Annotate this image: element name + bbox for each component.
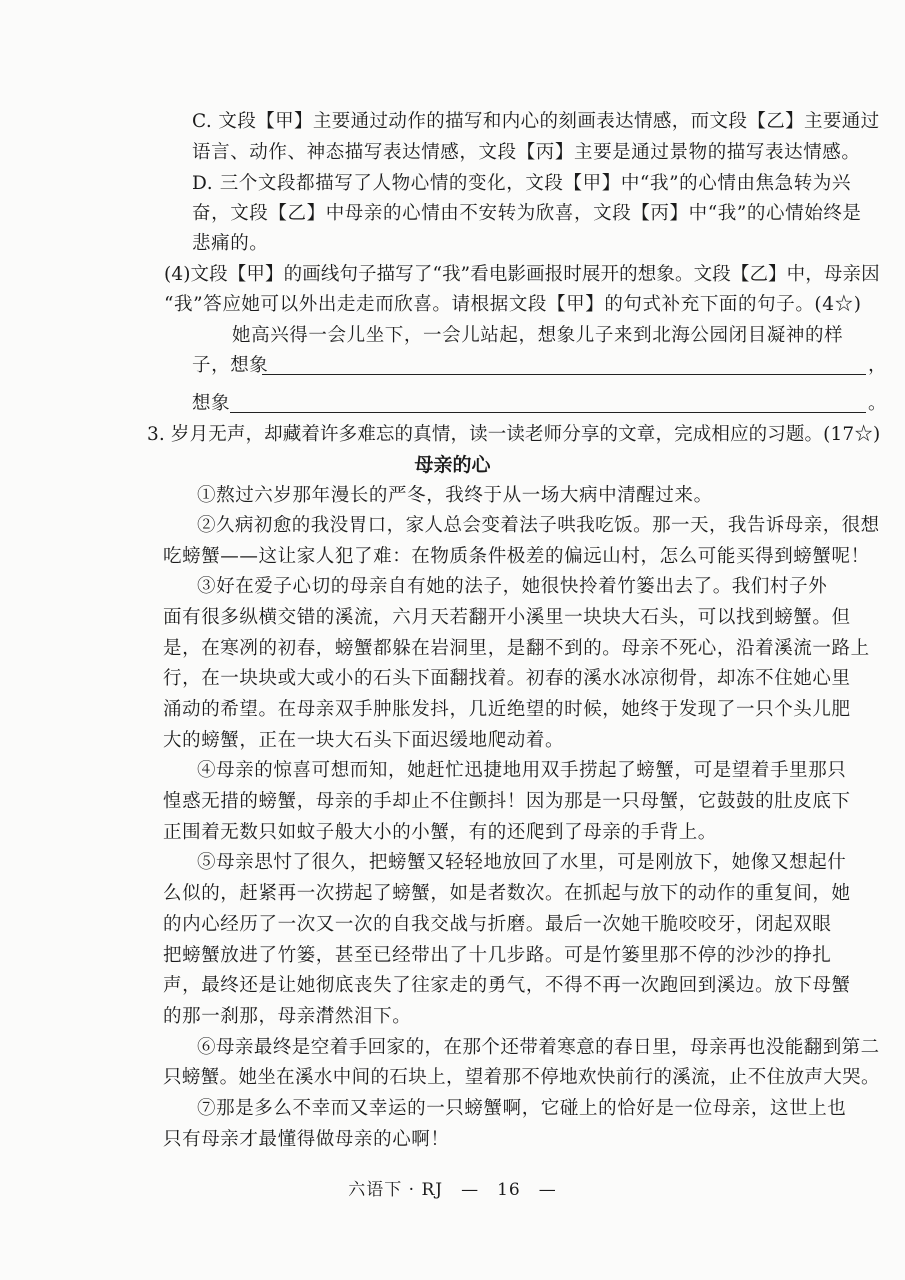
paragraph-5-line-1: ⑤母亲思忖了很久，把螃蟹又轻轻地放回了水里，可是刚放下，她像又想起什 bbox=[197, 852, 847, 873]
option-c-line-2: 语言、动作、神态描写表达情感，文段【丙】主要是通过景物的描写表达情感。 bbox=[192, 142, 861, 163]
paragraph-5-line-6: 的那一刹那，母亲潸然泪下。 bbox=[163, 1006, 412, 1027]
sub4-line-1: (4)文段【甲】的画线句子描写了“我”看电影画报时展开的想象。文段【乙】中，母亲因 bbox=[164, 264, 880, 285]
answer-blank-1[interactable] bbox=[262, 374, 866, 375]
answer-blank-2[interactable] bbox=[230, 412, 866, 413]
option-c-line-1: C. 文段【甲】主要通过动作的描写和内心的刻画表达情感，而文段【乙】主要通过 bbox=[192, 111, 880, 132]
option-d-line-2: 奋，文段【乙】中母亲的心情由不安转为欣喜，文段【丙】中“我”的心情始终是 bbox=[192, 203, 862, 224]
paragraph-1: ①熬过六岁那年漫长的严冬，我终于从一场大病中清醒过来。 bbox=[197, 485, 713, 506]
paragraph-7-line-1: ⑦那是多么不幸而又幸运的一只螃蟹啊，它碰上的恰好是一位母亲，这世上也 bbox=[197, 1098, 847, 1119]
option-d-line-1: D. 三个文段都描写了人物心情的变化，文段【甲】中“我”的心情由焦急转为兴 bbox=[192, 173, 852, 194]
paragraph-2-line-2: 吃螃蟹——这让家人犯了难：在物质条件极差的偏远山村，怎么可能买得到螃蟹呢！ bbox=[163, 546, 870, 567]
paragraph-4-line-2: 惶惑无措的螃蟹，母亲的手却止不住颤抖！因为那是一只母蟹，它鼓鼓的肚皮底下 bbox=[163, 791, 851, 812]
paragraph-3-line-5: 涌动的希望。在母亲双手肿胀发抖，几近绝望的时候，她终于发现了一只个头儿肥 bbox=[163, 699, 851, 720]
paragraph-6-line-1: ⑥母亲最终是空着手回家的，在那个还带着寒意的春日里，母亲再也没能翻到第二 bbox=[197, 1037, 880, 1058]
paragraph-3-line-2: 面有很多纵横交错的溪流，六月天若翻开小溪里一块块大石头，可以找到螃蟹。但 bbox=[163, 607, 851, 628]
blank-1-prefix: 子，想象 bbox=[192, 355, 269, 376]
blank-1-suffix: ， bbox=[868, 355, 881, 376]
paragraph-5-line-4: 把螃蟹放进了竹篓，甚至已经带出了十几步路。可是竹篓里那不停的沙沙的挣扎 bbox=[163, 945, 832, 966]
blank-2-suffix: 。 bbox=[868, 393, 881, 414]
paragraph-3-line-4: 行，在一块块或大或小的石头下面翻找着。初春的溪水冰凉彻骨，却冻不住她心里 bbox=[163, 668, 851, 689]
question-3-stem: 3. 岁月无声，却藏着许多难忘的真情，读一读老师分享的文章，完成相应的习题。(17☆) bbox=[147, 424, 881, 445]
paragraph-5-line-5: 声，最终还是让她彻底丧失了往家走的勇气，不得不再一次跑回到溪边。放下母蟹 bbox=[163, 975, 851, 996]
paragraph-3-line-3: 是，在寒冽的初春，螃蟹都躲在岩洞里，是翻不到的。母亲不死心，沿着溪流一路上 bbox=[163, 638, 870, 659]
paragraph-7-line-2: 只有母亲才最懂得做母亲的心啊！ bbox=[163, 1129, 450, 1150]
blank-2-prefix: 想象 bbox=[192, 393, 231, 414]
paragraph-4-line-1: ④母亲的惊喜可想而知，她赶忙迅捷地用双手捞起了螃蟹，可是望着手里那只 bbox=[197, 760, 847, 781]
sub4-line-2: “我”答应她可以外出走走而欣喜。请根据文段【甲】的句式补充下面的句子。(4☆) bbox=[164, 294, 862, 315]
option-d-line-3: 悲痛的。 bbox=[192, 233, 269, 254]
paragraph-5-line-2: 么似的，赶紧再一次捞起了螃蟹，如是者数次。在抓起与放下的动作的重复间，她 bbox=[163, 883, 851, 904]
article-title: 母亲的心 bbox=[414, 454, 491, 476]
paragraph-3-line-6: 大的螃蟹，正在一块大石头下面迟缓地爬动着。 bbox=[163, 730, 565, 751]
paragraph-6-line-2: 只螃蟹。她坐在溪水中间的石块上，望着那不停地欢快前行的溪流，止不住放声大哭。 bbox=[163, 1067, 880, 1088]
paragraph-4-line-3: 正围着无数只如蚊子般大小的小蟹，有的还爬到了母亲的手背上。 bbox=[163, 822, 717, 843]
paragraph-5-line-3: 的内心经历了一次又一次的自我交战与折磨。最后一次她干脆咬咬牙，闭起双眼 bbox=[163, 914, 832, 935]
paragraph-3-line-1: ③好在爱子心切的母亲自有她的法子，她很快拎着竹篓出去了。我们村子外 bbox=[197, 576, 828, 597]
page-footer: 六语下 · RJ — 16 — bbox=[348, 1180, 557, 1200]
paragraph-2-line-1: ②久病初愈的我没胃口，家人总会变着法子哄我吃饭。那一天，我告诉母亲，很想 bbox=[197, 515, 880, 536]
sub4-line-3: 她高兴得一会儿坐下，一会儿站起，想象儿子来到北海公园闭目凝神的样 bbox=[232, 325, 844, 346]
